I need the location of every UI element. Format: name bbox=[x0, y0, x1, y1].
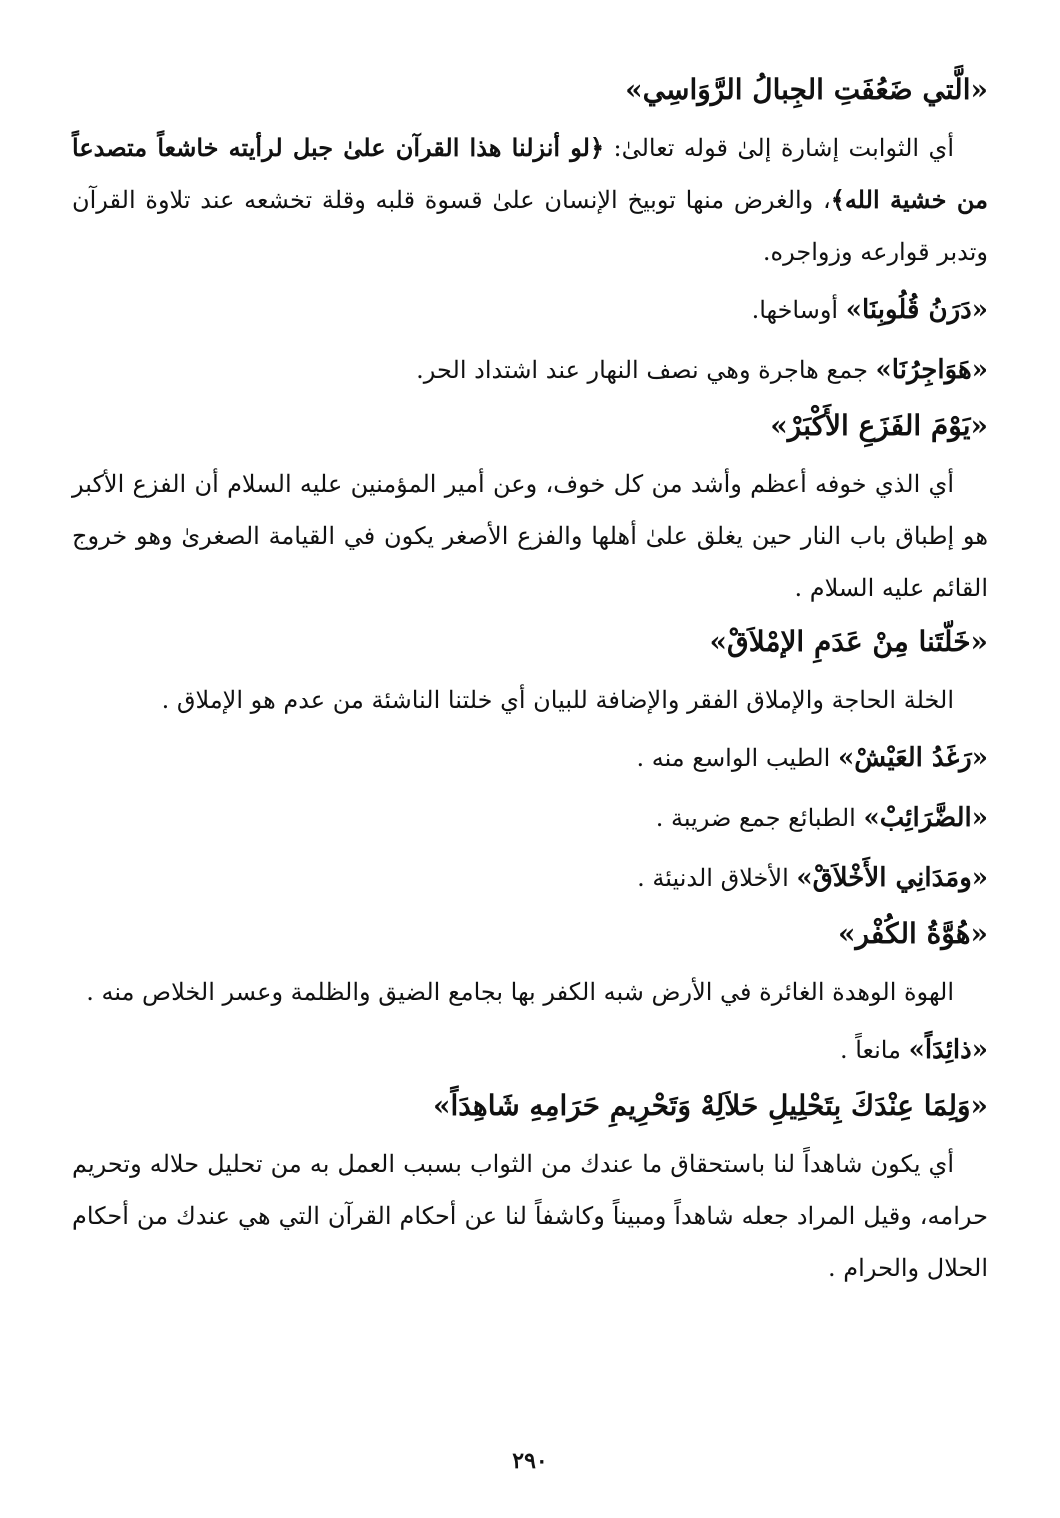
paragraph-faza bbox=[72, 458, 988, 614]
entry-term: «ومَدَانِي الأَخْلاَقْ» bbox=[796, 863, 988, 893]
heading-huwwa: «هُوَّةُ الكُفْر» bbox=[837, 917, 988, 950]
entry-definition: أوساخها. bbox=[751, 296, 846, 324]
paragraph-thawabit bbox=[72, 122, 988, 278]
entry-daran bbox=[72, 282, 988, 338]
paragraph-text: أي الذي خوفه أعظم وأشد من كل خوف، وعن أمير المؤمنين عليه السلام أن الفزع الأكبر هو إطباق باب النار حين يغلق علىٰ أهلها والفزع الأصغر يكون في القيامة الصغرىٰ وهو خروج القائم عليه السلام . bbox=[72, 470, 988, 602]
paragraph-text: الخلة الحاجة والإملاق الفقر والإضافة للبيان أي خلتنا الناشئة من عدم هو الإملاق . bbox=[161, 686, 954, 714]
entry-daraib bbox=[72, 790, 988, 846]
heading-rawasi: «الَّتي ضَعُفَتِ الجِبالُ الرَّوَاسِي» bbox=[625, 73, 988, 106]
entry-madani bbox=[72, 850, 988, 906]
entry-term: «الضَّرَائِبْ» bbox=[863, 803, 988, 833]
entry-term: «دَرَنُ قُلُوبِنَا» bbox=[845, 295, 988, 325]
entry-term: «هَوَاجِرُنَا» bbox=[875, 355, 988, 385]
entry-definition: الطيب الواسع منه . bbox=[636, 744, 838, 772]
page-number: ٢٩٠ bbox=[512, 1448, 548, 1474]
heading-faza: «يَوْمَ الفَزَعِ الأَكْبَرْ» bbox=[770, 409, 988, 442]
quran-quote: ﴿لو أنزلنا هذا القرآن علىٰ جبل لرأيته خاشعاً متصدعاً من خشية الله﴾ bbox=[72, 133, 988, 214]
entry-term: «رَغَدُ العَيْشْ» bbox=[837, 743, 988, 773]
paragraph-khalla bbox=[72, 674, 988, 726]
entry-daidan bbox=[72, 1022, 988, 1078]
paragraph-text: أي الثوابت إشارة إلىٰ قوله تعالىٰ: bbox=[604, 134, 954, 162]
heading-khalla: «خَلّتَنا مِنْ عَدَمِ الإمْلاَقْ» bbox=[709, 625, 988, 658]
paragraph-text: الهوة الوهدة الغائرة في الأرض شبه الكفر بها بجامع الضيق والظلمة وعسر الخلاص منه . bbox=[86, 978, 954, 1006]
entry-definition: الأخلاق الدنيئة . bbox=[637, 864, 797, 892]
entry-definition: الطبائع جمع ضريبة . bbox=[655, 804, 864, 832]
entry-definition: مانعاً . bbox=[839, 1036, 909, 1064]
heading-shahid: «وَلِمَا عِنْدَكَ بِتَحْلِيلِ حَلاَلِهْ وَتَحْرِيمِ حَرَامِهِ شَاهِدَاً» bbox=[432, 1089, 988, 1122]
entry-definition: جمع هاجرة وهي نصف النهار عند اشتداد الحر. bbox=[416, 356, 876, 384]
entry-raghad bbox=[72, 730, 988, 786]
paragraph-shahid bbox=[72, 1138, 988, 1294]
paragraph-text: أي يكون شاهداً لنا باستحقاق ما عندك من الثواب بسبب العمل به من تحليل حلاله وتحريم حرامه، وقيل المراد جعله شاهداً ومبيناً وكاشفاً لنا عن أحكام القرآن التي هي عندك من أحكام الحلال والحرام . bbox=[72, 1150, 988, 1282]
paragraph-text: ، والغرض منها توبيخ الإنسان علىٰ قسوة قلبه وقلة تخشعه عند تلاوة القرآن وتدبر قوارعه وزواجره. bbox=[72, 186, 988, 266]
paragraph-huwwa bbox=[72, 966, 988, 1018]
entry-hawajir bbox=[72, 342, 988, 398]
entry-term: «ذائِدَاً» bbox=[908, 1035, 988, 1065]
